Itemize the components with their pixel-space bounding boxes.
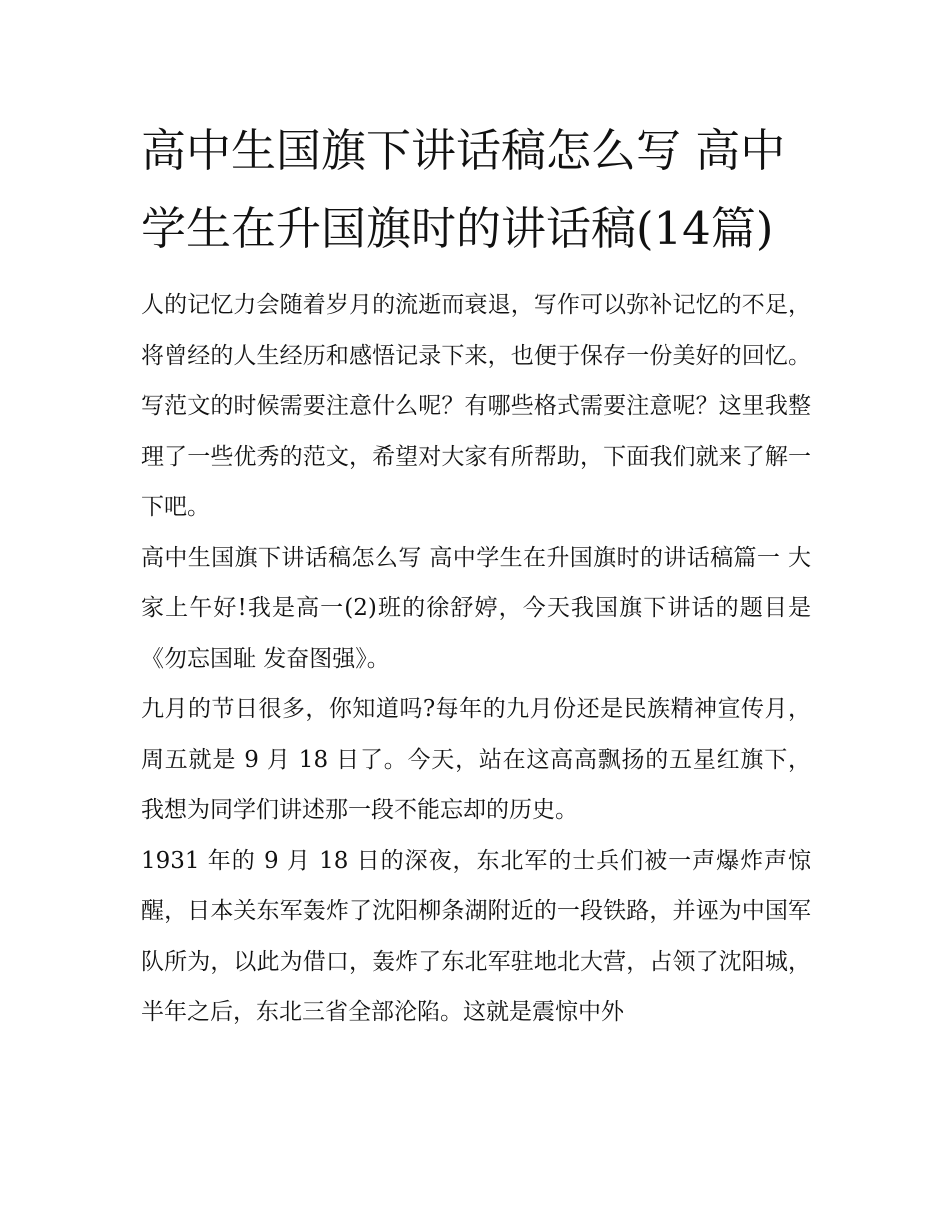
paragraph-intro: 人的记忆力会随着岁月的流逝而衰退，写作可以弥补记忆的不足，将曾经的人生经历和感悟记录下来，也便于保存一份美好的回忆。写范文的时候需要注意什么呢？有哪些格式需要注意呢？这里我整理了一些优秀的范文，希望对大家有所帮助，下面我们就来了解一下吧。 (141, 292, 811, 520)
document-page (141, 112, 811, 1038)
paragraph-september: 九月的节日很多，你知道吗?每年的九月份还是民族精神宣传月，周五就是 9 月 18 日了。今天，站在这高高飘扬的五星红旗下，我想为同学们讲述那一段不能忘却的历史。 (141, 696, 811, 823)
document-title: 高中生国旗下讲话稿怎么写 高中学生在升国旗时的讲话稿(14篇) (141, 124, 786, 255)
paragraph-speech-opening: 高中生国旗下讲话稿怎么写 高中学生在升国旗时的讲话稿篇一 大家上午好!我是高一(2)班的徐舒婷，今天我国旗下讲话的题目是《勿忘国耻 发奋图强》。 (141, 544, 811, 672)
paragraph-history: 1931 年的 9 月 18 日的深夜，东北军的士兵们被一声爆炸声惊醒，日本关东军轰炸了沈阳柳条湖附近的一段铁路，并诬为中国军队所为，以此为借口，轰炸了东北军驻地北大营，占领了沈阳城，半年之后，东北三省全部沦陷。这就是震惊中外 (141, 847, 811, 1025)
